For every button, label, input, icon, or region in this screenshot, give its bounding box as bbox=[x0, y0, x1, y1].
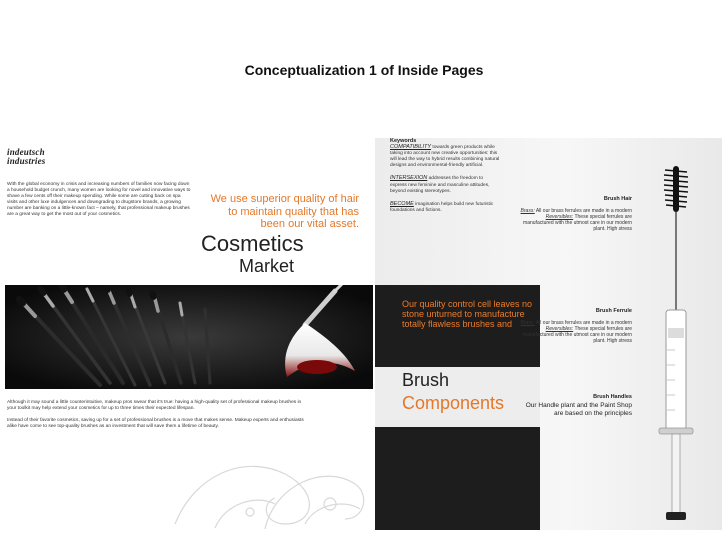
market-heading: Market bbox=[239, 256, 295, 276]
reversibles-text: These special ferrules are manufactured with the utmost care in our modern plant. High stress bbox=[523, 326, 632, 344]
brass-label: Brass: bbox=[520, 320, 535, 326]
components-heading: Components bbox=[402, 393, 505, 413]
keyword-become bbox=[390, 201, 500, 214]
mascara-syringe-illustration bbox=[639, 160, 719, 530]
company-logo bbox=[7, 148, 67, 166]
keyword-text: addresses the freedom to express new feminine and masculine attitudes, beyond existing stereotypes. bbox=[390, 176, 490, 194]
keyword-compatibility bbox=[390, 144, 500, 169]
quality-headline: We use superior quality of hair to maintain quality that has been our vital asset. bbox=[210, 193, 359, 230]
logo-line-1: indeutsch bbox=[7, 147, 45, 157]
logo-line-2: industries bbox=[7, 156, 46, 166]
makeup-brushes-illustration bbox=[5, 285, 373, 389]
brush-handles-heading: Brush Handles bbox=[593, 394, 632, 400]
brochure-left-page bbox=[5, 138, 373, 530]
intro-paragraph: With the global economy in crisis and increasing numbers of families now facing down a household budget crunch, many women are looking for novel and innovative ways to shave a few cents off their makeup spending. While some are cutting back on spa visits and other luxe indulgences and downgrading to drugstore brands, a growing number are banking on a little-known fact – namely, that professional makeup brushes are a great way to get the most out of your cosmetics. bbox=[7, 182, 191, 218]
reversibles-label: Reversibles: bbox=[545, 326, 574, 332]
keyword-label: INTERSEXION bbox=[390, 175, 428, 182]
keywords-title: Keywords bbox=[390, 138, 417, 144]
cosmetics-heading: Cosmetics bbox=[201, 231, 304, 256]
brushes-photo bbox=[5, 285, 373, 389]
brass-text: All our brass ferrules are made in a modern bbox=[535, 208, 632, 214]
keywords-block bbox=[390, 138, 500, 214]
reversibles-text: These special ferrules are manufactured with the utmost care in our modern plant. High stress bbox=[523, 214, 632, 232]
slide-title: Conceptualization 1 of Inside Pages bbox=[244, 62, 484, 78]
keyword-label: COMPATIBILITY bbox=[390, 144, 432, 151]
brush-heading: Brush bbox=[402, 370, 450, 390]
brush-handles-text: Our Handle plant and the Paint Shop are based on the principles bbox=[525, 402, 632, 417]
reversibles-label: Reversibles: bbox=[545, 214, 574, 220]
keyword-intersexion bbox=[390, 175, 500, 194]
keyword-text: imagination helps build new futuristic foundations and fictions. bbox=[390, 201, 494, 213]
brush-ferrule-text bbox=[520, 320, 632, 344]
keyword-label: BECOME bbox=[390, 200, 414, 207]
brass-text: All our brass ferrules are made in a modern bbox=[535, 320, 632, 326]
bottom-paragraph-1: Although it may sound a little counterintuitive, makeup pros swear that it's true: having a high-quality set of professional makeup brushes in your toolkit may help extend your cosmetics for up to three times their expected lifespan. bbox=[7, 400, 302, 412]
decorative-swirl bbox=[155, 394, 373, 530]
keyword-text: towards green products while taking into account new creative opportunities: this will lead the way to hybrid results combining natural designs and environmental-friendly artificial. bbox=[390, 145, 500, 169]
brush-ferrule-heading: Brush Ferrule bbox=[595, 308, 632, 314]
brochure-right-page bbox=[375, 138, 722, 530]
brush-hair-text bbox=[520, 208, 632, 232]
brass-label: Brass: bbox=[520, 208, 535, 214]
brush-hair-heading: Brush Hair bbox=[603, 196, 632, 202]
quality-control-text: Our quality control cell leaves no stone unturned to manufacture totally flawless brushes and bbox=[402, 299, 533, 329]
bottom-paragraph-2: Instead of their favorite cosmetics, saving up for a set of professional brushes is a move that makes sense. Makeup experts and enthusiasts alike have come to see top-quality brushes as an investment that will save them a lifetime of beauty. bbox=[7, 418, 304, 430]
